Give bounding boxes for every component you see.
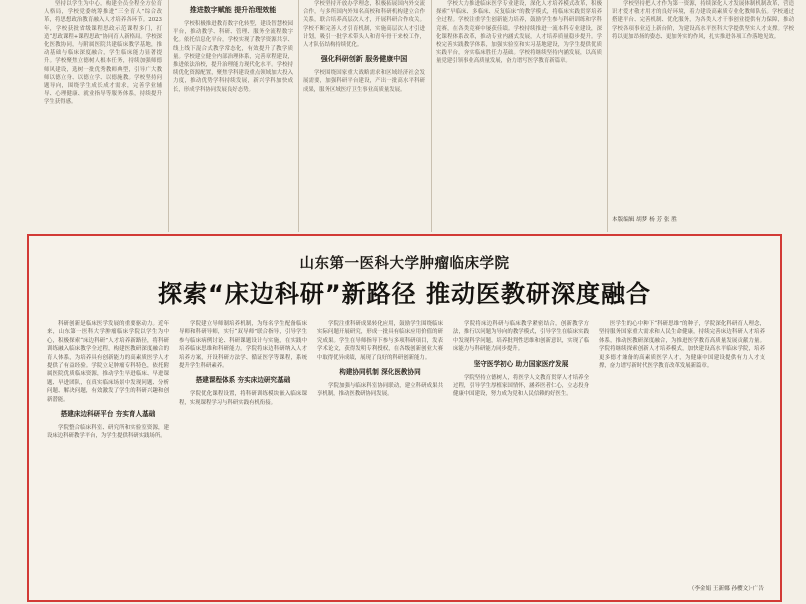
feature-column-1-text-b: 学院整合临床科室、研究所和实验室资源，建设床边科研教学平台，为学生提供科研实践场所。 <box>47 425 169 440</box>
column-divider <box>607 0 608 232</box>
feature-column-4 <box>453 320 589 598</box>
top-column-3-text-b: 学校围绕国家重大战略需求和区域经济社会发展需要，加强科研平台建设，产出一批高水平科研成果，服务区域医疗卫生事业高质量发展。 <box>303 70 425 93</box>
feature-kicker: 山东第一医科大学肿瘤临床学院 <box>299 256 510 272</box>
top-column-3 <box>303 0 425 230</box>
feature-column-4-text-b: 学院坚持立德树人，将医学人文教育贯穿人才培养全过程，引导学生厚植家国情怀，涵养医者仁心，立志投身健康中国建设，努力成为党和人民信赖的好医生。 <box>453 374 589 398</box>
editor-byline: 本版编辑 胡梦 杨 芳 张 胜 <box>612 217 677 223</box>
column-divider <box>298 0 299 232</box>
top-column-1 <box>44 0 162 230</box>
feature-column-3 <box>317 320 443 598</box>
column-divider <box>431 0 432 232</box>
feature-column-3-subheading: 构建协同机制 深化医教协同 <box>339 368 421 377</box>
top-column-3-subheading: 强化科研创新 服务健康中国 <box>320 54 408 64</box>
feature-column-3-text-b: 学院加强与临床科室协同联动，建立科研成果共享机制，推动医教研协同发展。 <box>317 383 443 398</box>
top-column-5 <box>612 0 794 210</box>
feature-column-2-subheading: 搭建课程体系 夯实床边研究基础 <box>195 376 291 385</box>
feature-column-1 <box>47 320 169 598</box>
feature-column-4-text: 学院将床边科研与临床教学紧密结合，创新教学方法，推行以问题为导向的教学模式，引导学生在临床实践中发现科学问题，培养批判性思维和创新意识，实现了临床能力与科研能力同步提升。 <box>453 321 589 353</box>
feature-column-1-text: 科研创新是临床医学发展的重要驱动力。近年来，山东第一医科大学肿瘤临床学院以学生为中心，积极探索“床边科研”人才培养新路径，将科研训练融入临床教学全过程，构建医教研深度融合的育人体系，为培养具有创新能力的高素质医学人才提供了有益经验。学院立足肿瘤专科特色，依托附属医院优质临床资源，推动学生早进临床、早进课题、早进团队，在真实临床场景中发现问题、分析问题、解决问题，有效激发了学生的科研兴趣和创新潜能。 <box>47 321 169 403</box>
feature-credit: （李金娟 王新娜 孙樱文）·广告 <box>688 586 764 592</box>
top-column-3-text: 学校坚持开放办学理念，积极拓展国内外交流合作，与多所国内外知名高校和科研机构建立合作关系，联合培养高层次人才，开展科研合作攻关。学校不断完善人才引育机制，实施高层次人才引进计划，吸引一批学术带头人和青年骨干来校工作，人才队伍结构持续优化。 <box>303 1 425 49</box>
feature-column-5-text: 医学生的心中种下“科研思维”的种子，学院深化科研育人理念，坚持服务国家重大需求和人民生命健康，持续完善床边科研人才培养体系，推动医教研深度融合，为推进医学教育高质量发展贡献力量。学院将继续探索创新人才培养模式，加快建设高水平临床学院，培养更多德才兼备的高素质医学人才，为健康中国建设提供有力人才支撑，奋力谱写新时代医学教育改革发展新篇章。 <box>599 321 765 370</box>
feature-column-1-subheading: 搭建床边科研平台 夯实育人基础 <box>60 410 156 419</box>
top-column-4-text: 学校大力推进临床医学专业建设，深化人才培养模式改革，积极探索“早临床、多临床、反复临床”的教学模式，将临床实践贯穿培养全过程。学校注重学生创新能力培养，鼓励学生参与科研训练和学科竞赛，在各类竞赛中屡获佳绩。学校持续推进一流本科专业建设，深化课程体系改革，推动专业内涵式发展，人才培养质量稳步提升。学校完善实践教学体系，加强实验室和实习基地建设，为学生提供优质实践平台，夯实临床胜任力基础。学校将继续坚持内涵发展，以高质量党建引领事业高质量发展，奋力谱写医学教育新篇章。 <box>436 1 602 65</box>
top-column-2-text: 学校积极推进教育数字化转型，建设智慧校园平台，推动教学、科研、管理、服务全流程数字化。依托信息化平台，学校实现了教学资源共享、线上线下混合式教学常态化，有效提升了教学质量。学校建立健全内部治理体系，完善章程建设，推进依法治校，提升治理能力现代化水平。学校持续优化资源配置，聚焦学科建设重点领域加大投入力度，推动优势学科持续发展，新兴学科加快成长，形成学科协同发展良好态势。 <box>173 21 293 93</box>
feature-box <box>27 234 782 602</box>
top-column-5-text: 学校坚持把人才作为第一资源，持续深化人才发展体制机制改革，营造识才爱才敬才用才的良好环境，着力建设高素质专业化教师队伍。学校通过搭建平台、完善机制、优化服务，为各类人才干事创业提供有力保障，推动学校各项事业迈上新台阶，为建设高水平医科大学提供坚实人才支撑。学校将以更加昂扬的姿态、更加务实的作风，扎实推进各项工作落地见效。 <box>612 1 794 40</box>
feature-column-5 <box>599 320 765 582</box>
top-column-4 <box>436 0 602 230</box>
feature-column-2-text-b: 学院优化课程设置，将科研训练模块嵌入临床课程，实现课程学习与科研实践有机衔接。 <box>179 391 307 406</box>
feature-column-2 <box>179 320 307 598</box>
feature-column-4-subheading: 坚守医学初心 助力国家医疗发展 <box>473 359 569 368</box>
feature-column-3-text: 学院注重科研成果转化应用，鼓励学生围绕临床实际问题开展研究，形成一批具有临床应用价值的研究成果。学生在导师指导下参与多项科研项目，发表学术论文，获得发明专利授权，在各级创新创业大赛中取得优异成绩，展现了良好的科研创新能力。 <box>317 321 443 361</box>
feature-column-2-text: 学院建立导师制培养机制，为每名学生配备临床导师和科研导师，实行“双导师”联合指导，引导学生参与临床病例讨论、科研课题设计与实施，在实践中培养临床思维和科研能力。学院将床边科研纳入人才培养方案，开设科研方法学、循证医学等课程，系统提升学生科研素养。 <box>179 321 307 370</box>
top-column-1-text: 坚持以学生为中心，构建全员全程全方位育人格局，学校党委统筹推进“三全育人”综合改革，将思想政治教育融入人才培养各环节。2023年，学校获批省级课程思政示范课程多门，打造“思政课程+课程思政”协同育人新格局。学校深化医教协同，与附属医院共建临床教学基地，推动基础与临床深度融合，学生临床能力显著提升。学校聚焦立德树人根本任务，持续加强师德师风建设，选树一批优秀教师典型，引导广大教师以德立身、以德立学、以德施教。学校坚持问题导向，围绕学生成长成才需求，完善学业辅导、心理健康、就业指导等服务体系，持续提升学生获得感。 <box>44 1 162 106</box>
top-column-2 <box>173 0 293 230</box>
feature-headline: 探索“床边科研”新路径 推动医教研深度融合 <box>158 280 651 308</box>
top-column-2-subheading: 推进数字赋能 提升治理效能 <box>189 5 277 14</box>
column-divider <box>168 0 169 232</box>
